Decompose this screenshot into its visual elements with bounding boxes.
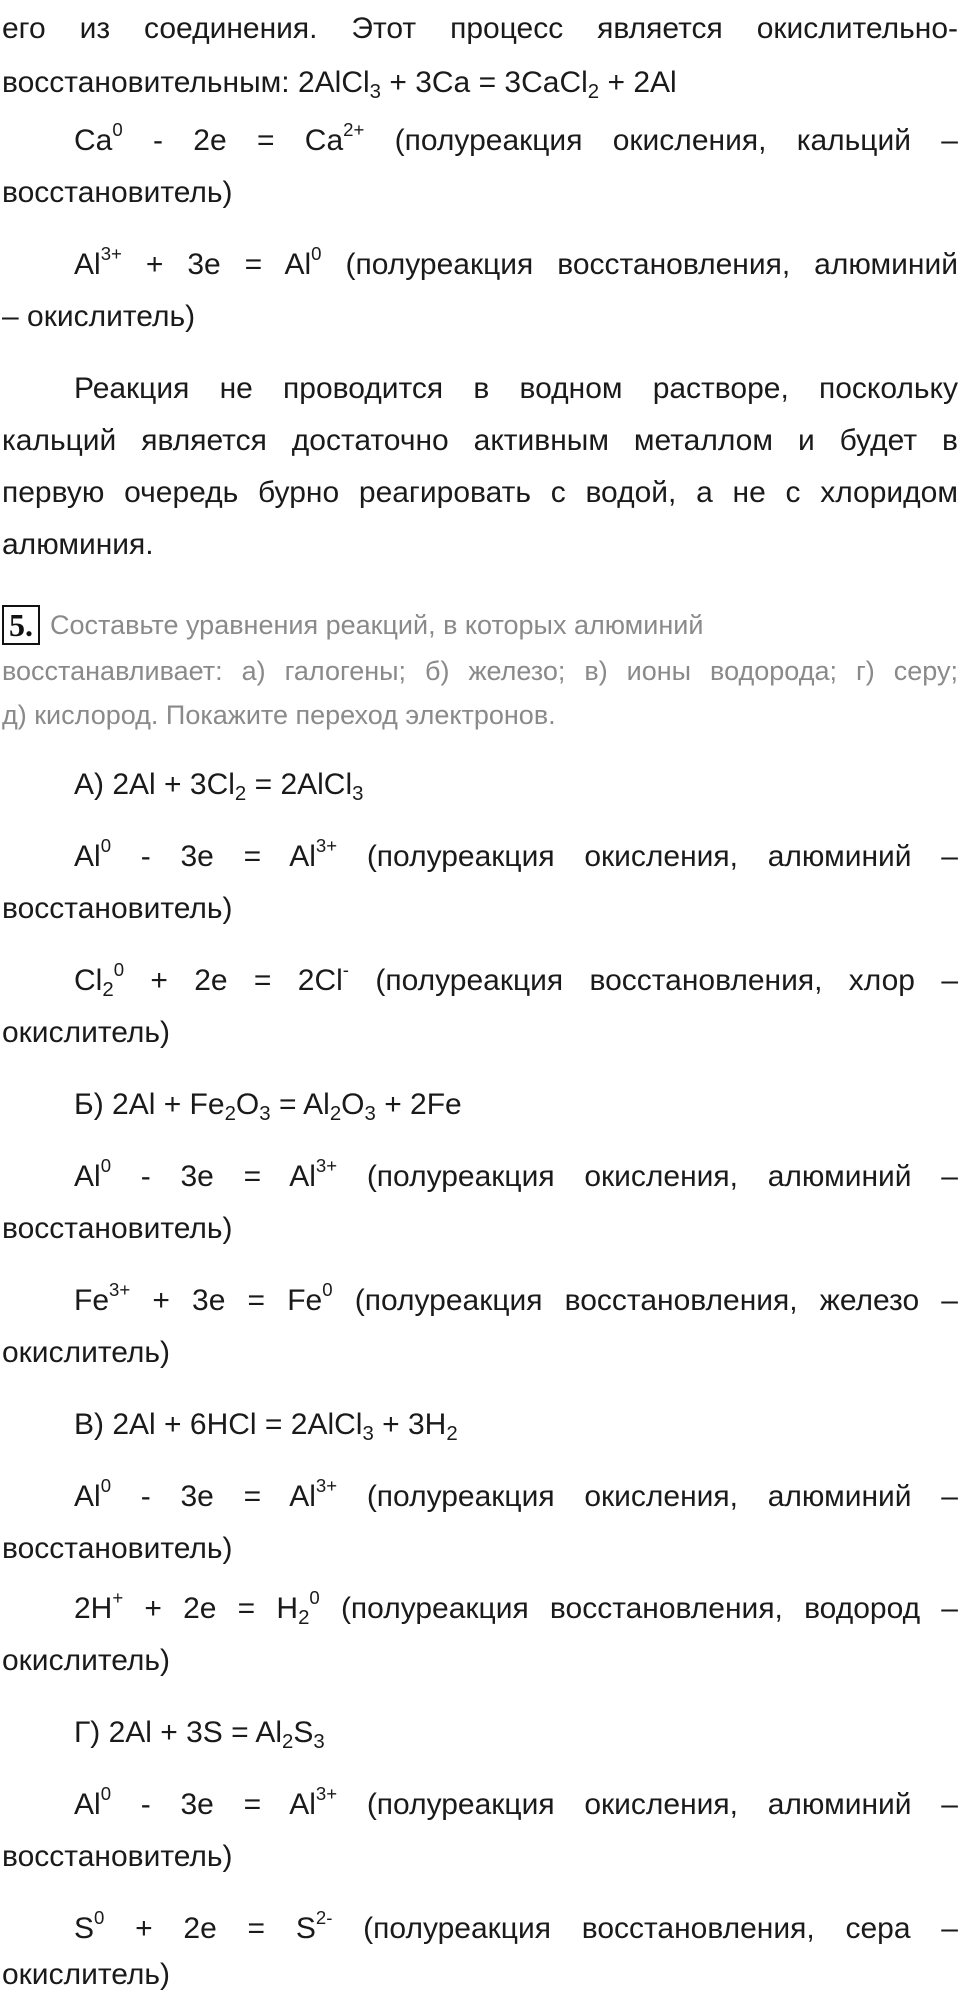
- equation-a: А) $2Al + 3Cl_2$ = 2AlCl$_3$: [74, 768, 364, 806]
- equation-line: восстановительным: 2AlCl$_3$ + 3Ca = 3CaCl$_2$ + 2Al: [2, 66, 677, 104]
- text-line: восстановитель): [2, 1212, 233, 1245]
- text-line: первую очередь бурно реагировать с водой, а не с хлоридом: [2, 476, 958, 509]
- text-line: восстановитель): [2, 892, 233, 925]
- text-line: его из соединения. Этот процесс является окислительно-: [2, 12, 958, 45]
- task-text: восстанавливает: а) галогены; б) железо; в) ионы водорода; г) серу;: [2, 656, 958, 686]
- half-reaction-oxidation: $Al^0 - 3e = Al^{3+}$ (полуреакция окисления, алюминий –: [74, 1475, 958, 1513]
- text-line: окислитель): [2, 1336, 171, 1369]
- equation-g: Г) $2Al + 3S = Al_2S_3$: [74, 1716, 325, 1754]
- half-reaction-oxidation: $Al^0 - 3e = Al^{3+}$ (полуреакция окисления, алюминий –: [74, 835, 958, 873]
- text-line: окислитель): [2, 1958, 171, 1991]
- text-line: окислитель): [2, 1644, 171, 1677]
- task-number: 5.: [2, 605, 40, 645]
- task-heading: 5. Составьте уравнения реакций, в которых алюминий: [2, 602, 958, 648]
- half-reaction-sulfur: $S^0 + 2e = S^{2-}$ (полуреакция восстановления, сера –: [74, 1907, 958, 1945]
- equation-v: В) 2Al + 6HCl = 2AlCl$_3$ + $3H_2$: [74, 1408, 458, 1446]
- half-reaction-iron: $Fe^{3+} + 3e = Fe^0$ (полуреакция восстановления, железо –: [74, 1279, 958, 1317]
- half-reaction-calcium: $Ca^0 - 2e = Ca^{2+}$ (полуреакция окисления, кальций –: [74, 119, 958, 157]
- half-reaction-oxidation: $Al^0 - 3e = Al^{3+}$ (полуреакция окисления, алюминий –: [74, 1155, 958, 1193]
- text-line: Реакция не проводится в водном растворе, поскольку: [74, 372, 958, 405]
- half-reaction-chlorine: $Cl_2^0 + 2e = 2Cl^-$ (полуреакция восстановления, хлор –: [74, 959, 958, 1002]
- half-reaction-hydrogen: $2H^+ + 2e = H_2^0$ (полуреакция восстановления, водород –: [74, 1587, 958, 1630]
- half-reaction-aluminium: $Al^{3+} + 3e = Al^0$ (полуреакция восстановления, алюминий: [74, 243, 958, 281]
- text-line: окислитель): [2, 1016, 171, 1049]
- task-text: д) кислород. Покажите переход электронов.: [2, 700, 556, 730]
- text-line: алюминия.: [2, 528, 154, 561]
- text-line: восстановитель): [2, 1840, 233, 1873]
- text-line: кальций является достаточно активным металлом и будет в: [2, 424, 958, 457]
- half-reaction-oxidation: $Al^0 - 3e = Al^{3+}$ (полуреакция окисления, алюминий –: [74, 1783, 958, 1821]
- equation-b: Б) $2Al + Fe_2O_3 = Al_2O_3 + 2Fe$: [74, 1088, 462, 1126]
- text-line: восстановитель): [2, 176, 233, 209]
- text-line: – окислитель): [2, 300, 196, 333]
- text-line: восстановитель): [2, 1532, 233, 1565]
